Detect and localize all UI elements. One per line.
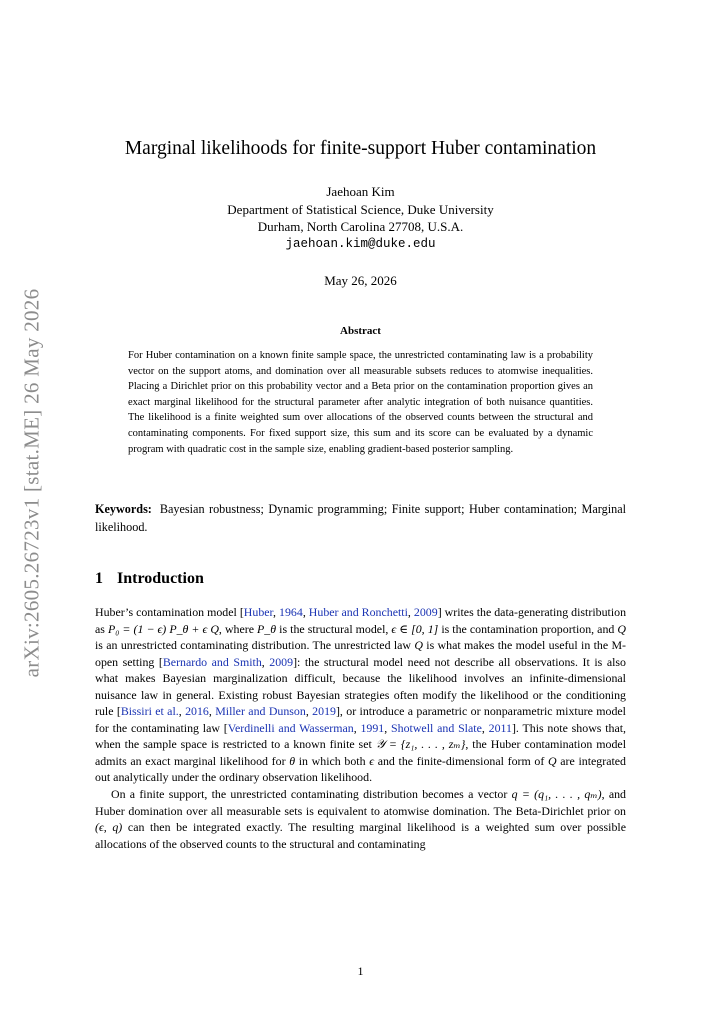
math-inline: P_θ [257, 621, 277, 636]
math-inline: P₀ = (1 − ϵ) P_θ + ϵ Q [107, 621, 219, 636]
citation-link[interactable]: 1964 [279, 605, 303, 619]
arxiv-sidebar-stamp [12, 285, 52, 680]
citation-link[interactable]: Miller and Dunson [215, 704, 306, 719]
author-email: jaehoan.kim@duke.edu [285, 236, 436, 251]
abstract-text: For Huber contamination on a known finite sample space, the unrestricted contaminating law is a probability vector on the support atoms, and domination over all measurable subsets reduces to atomwise inequalities. Placing a Dirichlet prior on this probability vector and a Beta prior on the contamination proportion gives an exact marginal likelihood for the structural parameter after analytic integration of both nuisance quantities. The likelihood is a finite weighted sum over allocations of the observed counts between the structural and contaminating components. For fixed support size, this sum and its score can be evaluated by a dynamic program with quadratic cost in the sample size, enabling gradient-based posterior sampling. [128, 350, 593, 455]
citation-link[interactable]: 2009 [413, 605, 438, 619]
keywords-text: Bayesian robustness; Dynamic programming; Finite support; Huber contamination; Marginal likelihood. [95, 502, 626, 534]
citation-link[interactable]: 1991 [360, 720, 385, 735]
section-number: 1 [95, 570, 103, 587]
paragraph-2: On a finite support, the unrestricted contaminating distribution becomes a vector q = (q₁, . . . , qₘ), and Huber domination over all measurable sets is equivalent to atomwise domination. The Beta-Dirichlet prior on (ϵ, q) can then be integrated exactly. The resulting marginal likelihood is a weighted sum over possible allocations of the observed counts to the structural and contaminating [95, 787, 626, 851]
math-inline: θ [289, 753, 296, 768]
math-inline: q = (q₁, . . . , qₘ) [511, 787, 602, 802]
section-body [95, 604, 626, 852]
keywords-label: Keywords: [95, 502, 152, 516]
citation-link[interactable]: Bernardo and Smith [162, 654, 262, 669]
section-heading [95, 570, 204, 588]
paragraph-1: Huber’s contamination model [Huber, 1964, Huber and Ronchetti, 2009] writes the data-generating distribution as P₀ = (1 − ϵ) P_θ + ϵ Q, where P_θ is the structural model, ϵ ∈ [0, 1] is the contamination proportion, and Q is an unrestricted contaminating distribution. The unrestricted law Q is what makes the model useful in the M-open setting [Bernardo and Smith, 2009]: the structural model need not describe all observations. It is also what makes Bayesian marginalization difficult, because the likelihood involves an infinite-dimensional nuisance law in general. Existing robust Bayesian strategies often modify the likelihood or the conditioning rule [Bissiri et al., 2016, Miller and Dunson, 2019], or introduce a parametric or nonparametric mixture model for the contaminating law [Verdinelli and Wasserman, 1991, Shotwell and Slate, 2011]. This note shows that, when the sample space is restricted to a known finite set 𝒴 = {z₁, . . . , zₘ}, the Huber contamination model admits an exact marginal likelihood for θ in which both ϵ and the finite-dimensional form of Q are integrated out analytically under the ordinary observation likelihood. [95, 605, 627, 785]
math-inline: Q [617, 621, 626, 636]
math-inline: Q [548, 753, 557, 768]
abstract-heading: Abstract [340, 325, 381, 337]
citation-link[interactable]: Huber and Ronchetti [308, 605, 408, 619]
citation-link[interactable]: 2009 [269, 654, 294, 669]
math-inline: Q [414, 638, 423, 653]
arxiv-identifier: arXiv:2605.26723v1 [stat.ME] 26 May 2026 [19, 288, 44, 677]
citation-link[interactable]: 2019 [312, 704, 336, 719]
math-inline: (ϵ, q) [95, 820, 123, 835]
author-block [95, 183, 626, 253]
math-inline: ϵ ∈ [0, 1] [391, 621, 439, 636]
math-inline: ϵ [369, 753, 375, 768]
keywords [95, 500, 626, 536]
author-name: Jaehoan Kim [326, 184, 395, 199]
citation-link[interactable]: Verdinelli and Wasserman [227, 720, 354, 735]
citation-link[interactable]: Shotwell and Slate [391, 720, 482, 735]
section-title: Introduction [117, 570, 204, 587]
citation-link[interactable]: Huber [243, 605, 274, 619]
citation-link[interactable]: 2011 [488, 720, 512, 735]
page-number: 1 [357, 964, 364, 978]
author-affiliation: Department of Statistical Science, Duke University [227, 201, 494, 217]
paper-date: May 26, 2026 [324, 273, 397, 288]
citation-link[interactable]: Bissiri et al. [120, 704, 179, 719]
author-address: Durham, North Carolina 27708, U.S.A. [257, 219, 464, 234]
paper-title: Marginal likelihoods for finite-support Huber contamination [124, 138, 597, 159]
math-inline: 𝒴 = {z₁, . . . , zₘ} [375, 737, 466, 752]
citation-link[interactable]: 2016 [185, 704, 209, 719]
